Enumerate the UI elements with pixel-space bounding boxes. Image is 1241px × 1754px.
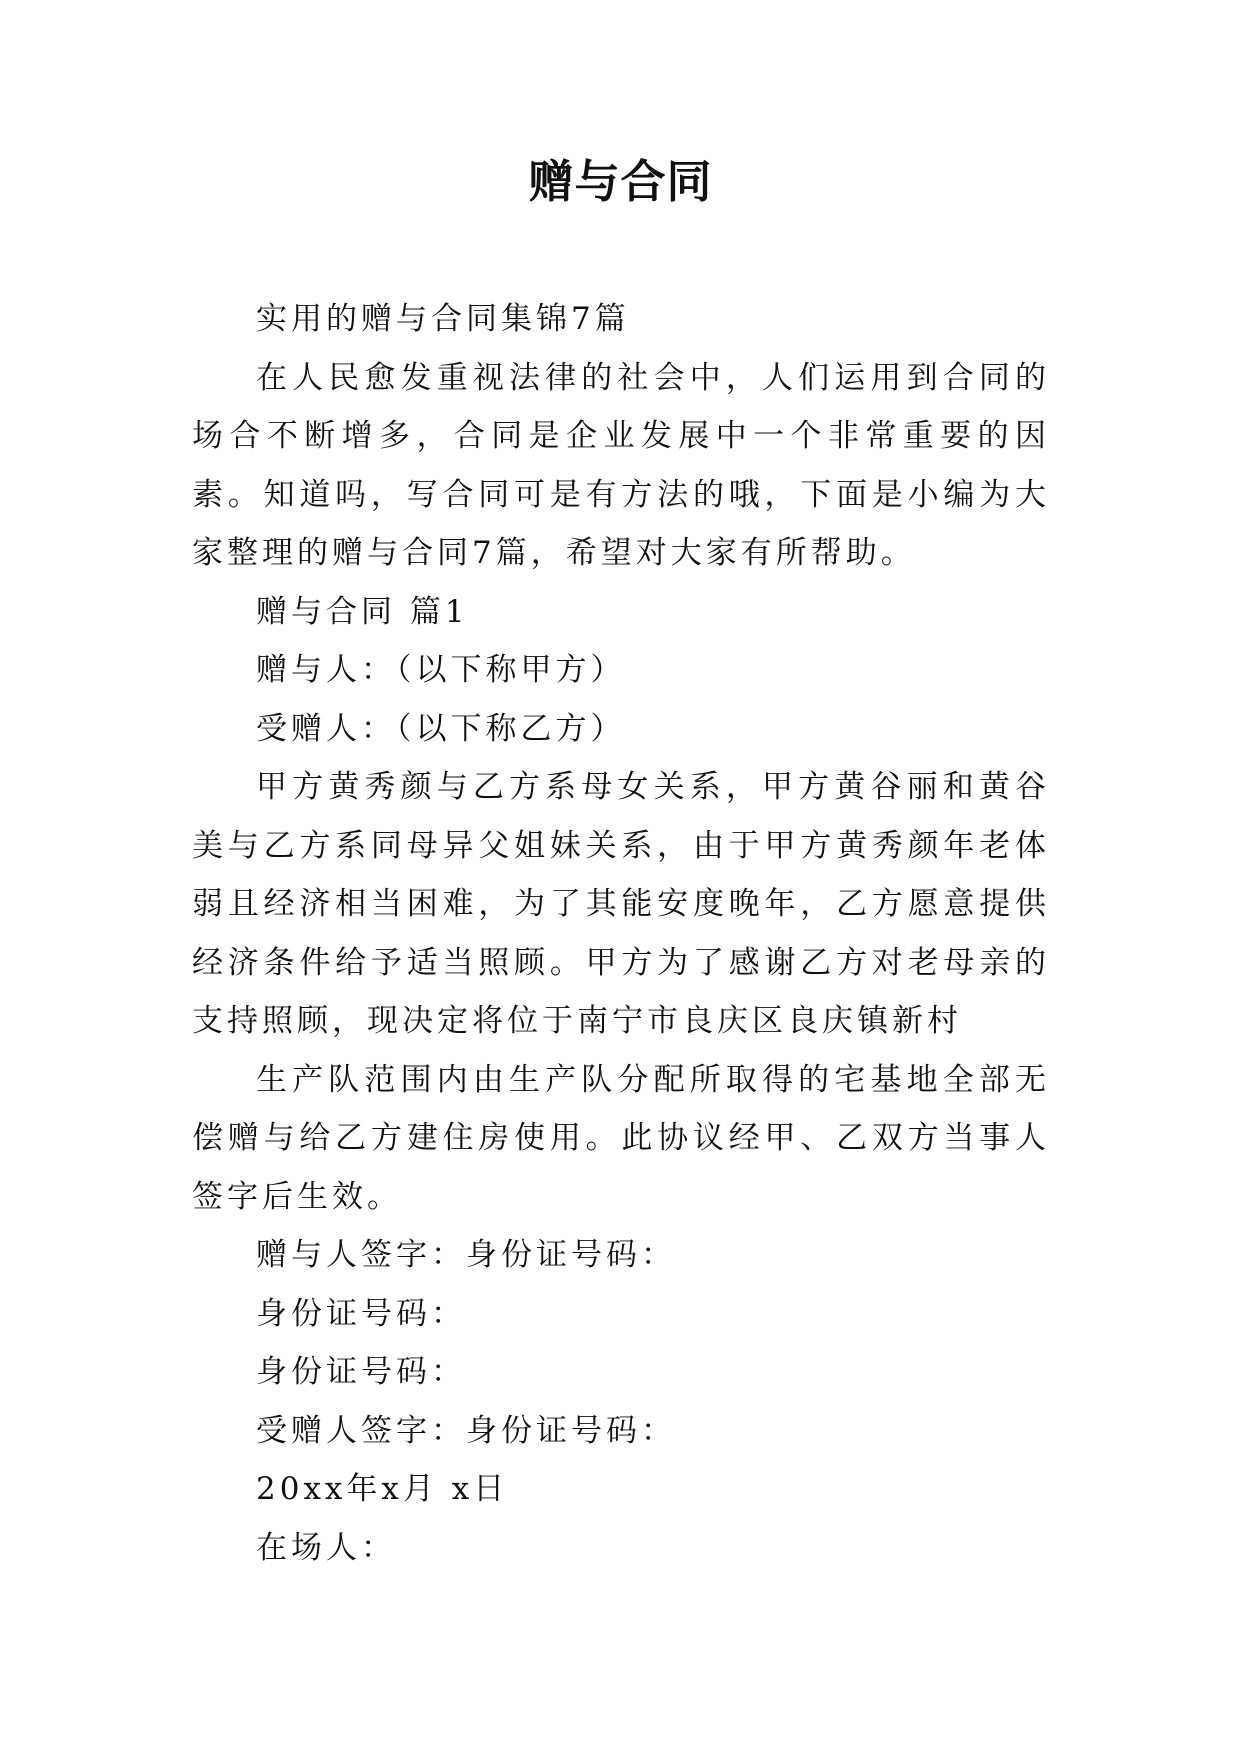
- donor-line: 赠与人：（以下称甲方）: [256, 652, 626, 688]
- donee-line: 受赠人：（以下称乙方）: [256, 710, 626, 747]
- donee-signature-line: 受赠人签字：身份证号码：: [256, 1412, 676, 1449]
- intro-paragraph: 在人民愈发重视法律的社会中，人们运用到合同的场合不断增多，合同是企业发展中一个非常重要的因素。知道吗，写合同可是有方法的哦，下面是小编为大家整理的赠与合同7篇，希望对大家有所帮助。: [192, 359, 1050, 571]
- document-body: [192, 290, 1050, 1577]
- date-line: 20xx年x月 x日: [256, 1471, 509, 1507]
- contract-paragraph-continued: 生产队范围内由生产队分配所取得的宅基地全部无偿赠与给乙方建住房使用。此协议经甲、乙双方当事人签字后生效。: [192, 1061, 1050, 1215]
- intro-heading: 实用的赠与合同集锦7篇: [256, 301, 630, 337]
- document-title: 赠与合同: [528, 155, 713, 208]
- section-heading: 赠与合同 篇1: [256, 593, 469, 630]
- id-number-line: 身份证号码：: [256, 1295, 466, 1332]
- contract-paragraph: 甲方黄秀颜与乙方系母女关系，甲方黄谷丽和黄谷美与乙方系同母异父姐妹关系，由于甲方黄秀颜年老体弱且经济相当困难，为了其能安度晚年，乙方愿意提供经济条件给予适当照顾。甲方为了感谢乙方对老母亲的支持照顾，现决定将位于南宁市良庆区良庆镇新村: [192, 769, 1050, 1039]
- id-number-line: 身份证号码：: [256, 1354, 466, 1390]
- donor-signature-line: 赠与人签字：身份证号码：: [256, 1237, 676, 1273]
- witness-line: 在场人：: [256, 1529, 396, 1566]
